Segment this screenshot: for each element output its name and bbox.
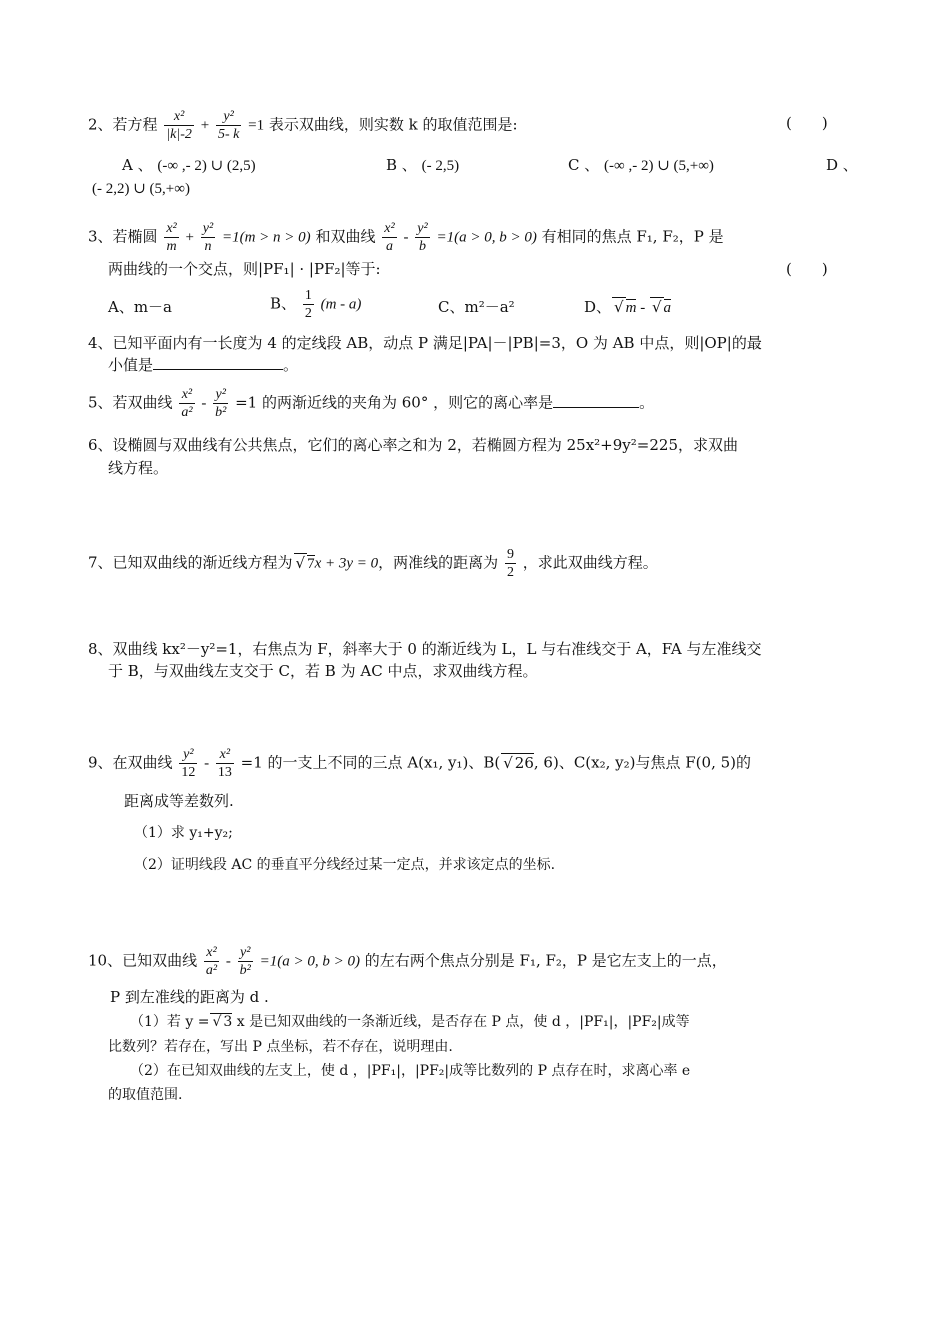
q4-line2-suffix: 。 [283,356,299,374]
q7-mid: ，两准线的距离为 [378,553,499,572]
q3-e1-num: x² [166,221,177,236]
q9-mid: =1 的一支上不同的三点 A(x₁, y₁)、B( [240,753,501,772]
sqrt-icon: √ [503,753,513,772]
q3-plus: + [185,229,194,246]
q7-frac-den: 2 [506,565,514,580]
q3-h2-den: b [418,239,426,254]
q2-f1-den: |k|-2 [166,127,192,142]
q3-cond2: =1(a > 0, b > 0) [436,229,537,246]
q4-line2 [108,354,298,376]
q7-prefix: 7、已知双曲线的渐近线方程为 [88,553,293,572]
q10-f1-num: x² [204,944,219,962]
q10-frac-2 [238,944,253,979]
q10-cond: =1(a > 0, b > 0) [259,953,360,970]
q7-frac-num: 9 [506,547,514,562]
q8-line2: 于 B，与双曲线左支交于 C，若 B 为 AC 中点，求双曲线方程。 [108,662,538,680]
q9-f1-num: y² [179,746,197,764]
q2-fraction-1 [164,108,194,143]
q2-prefix: 2、若方程 [88,115,158,134]
q5-minus: - [201,395,207,412]
q2-opt-b-value: (- 2,5) [421,158,460,174]
q2-line1 [88,108,518,143]
q9-prefix: 9、在双曲线 [88,753,173,772]
q10-prefix: 10、已知双曲线 [88,951,198,970]
q10-sub1-line1 [130,1011,690,1033]
q5-prefix: 5、若双曲线 [88,393,173,412]
q10-line2: P 到左准线的距离为 d . [110,988,269,1006]
q10-minus: - [225,953,231,970]
q2-suffix: 表示双曲线，则实数 k 的取值范围是: [268,115,518,134]
q2-opt-a-label: A 、 [122,156,153,174]
q9-sqrt-value: 26 [514,753,534,772]
sqrt-icon: √ [614,298,624,316]
q3-prefix: 3、若椭圆 [88,227,158,246]
q4-answer-blank[interactable] [153,355,283,370]
q5-f2-num: y² [213,386,228,404]
q7-equation: x + 3y = 0 [314,555,379,572]
q10-sub1-line2: 比数列？若存在，写出 P 点坐标，若不存在，说明理由. [108,1039,453,1055]
q3-opt-d-m: m [625,300,637,316]
q9-suffix: , 6)、C(x₂, y₂)与焦点 F(0, 5)的 [533,753,752,772]
q7-sqrt-value: 7 [307,555,315,572]
q3-option-d [584,296,671,319]
q3-option-c: C、m²－a² [438,298,515,316]
sqrt-icon: √ [651,298,662,316]
q10-sub2-line2: 的取值范围. [108,1087,183,1103]
q2-option-b [386,154,459,177]
q5-answer-blank[interactable] [553,393,639,408]
q2-opt-a-value: (-∞ ,- 2) ∪ (2,5) [157,158,256,174]
q7-suffix: ，求此双曲线方程。 [522,553,658,572]
q2-answer-paren: ( ) [786,114,828,132]
q10-f2-num: y² [238,944,253,962]
q3-ellipse-frac-1 [164,220,178,255]
q3-h1-den: a [385,239,393,254]
sqrt-icon: √ [212,1014,222,1030]
q9-sub2: （2）证明线段 AC 的垂直平分线经过某一定点，并求该定点的坐标. [134,857,556,873]
q5-f1-num: x² [179,386,194,404]
q7-frac [505,546,516,581]
q9-sub1: （1）求 y₁+y₂; [134,825,233,841]
q3-option-b [270,287,361,322]
q10-sub1-prefix: （1）若 y = [130,1014,210,1030]
q2-eq: =1 [248,117,265,134]
q3-h2-num: y² [417,221,428,236]
q5-middle: =1 的两渐近线的夹角为 60° ，则它的离心率是 [235,393,554,412]
q3-h1-num: x² [384,221,395,236]
q6-line1: 6、设椭圆与双曲线有公共焦点，它们的离心率之和为 2，若椭圆方程为 25x²+9y²=225，求双曲 [88,436,738,454]
q3-opt-b-label: B、 [270,294,297,313]
q6-line2: 线方程。 [108,459,169,477]
q10-sub1-suffix: x 是已知双曲线的一条渐近线，是否存在 P 点，使 d ，|PF₁|，|PF₂|成等 [232,1014,690,1030]
q9-f2-num: x² [216,746,234,764]
q9-minus: - [204,755,210,772]
q2-f2-num: y² [216,108,241,126]
q3-opt-b-frac [303,287,314,322]
q4-line1: 4、已知平面内有一长度为 4 的定线段 AB，动点 P 满足|PA|－|PB|=3，O 为 AB 中点，则|OP|的最 [88,334,762,352]
q10-f2-den: b² [239,963,251,978]
q3-line2: 两曲线的一个交点，则|PF₁| · |PF₂|等于: [108,260,381,278]
q5-f1-den: a² [181,405,193,420]
q3-opt-d-label: D、 [584,298,612,316]
q3-opt-d-minus: - [636,300,649,316]
q5-f2-den: b² [215,405,227,420]
q9-line2: 距离成等差数列. [124,792,234,810]
q9-frac-2 [216,746,234,781]
q3-suffix: 有相同的焦点 F₁, F₂，P 是 [541,227,724,246]
q3-ellipse-frac-2 [201,220,215,255]
q3-hyper-frac-1 [382,220,396,255]
q3-opt-b-num: 1 [304,288,312,303]
q2-option-d-value: (- 2,2) ∪ (5,+∞) [92,181,190,197]
q10-sub1-sqrt-value: 3 [223,1014,233,1030]
q3-minus: - [403,229,409,246]
q9-line1 [88,746,751,781]
q3-option-a: A、m－a [108,298,172,316]
q10-sub2-line1: （2）在已知双曲线的左支上，使 d ，|PF₁|，|PF₂|成等比数列的 P 点存在时，求离心率 e [130,1063,691,1079]
q7-line [88,546,658,581]
q9-frac-1 [179,746,197,781]
q10-frac-1 [204,944,219,979]
sqrt-icon: √ [295,553,306,572]
q2-fraction-2 [216,108,241,143]
q10-suffix: 的左右两个焦点分别是 F₁, F₂，P 是它左支上的一点， [364,951,727,970]
q3-e2-den: n [204,239,212,254]
q3-cond1: =1(m > n > 0) [221,229,311,246]
q2-option-d-label: D 、 [826,156,858,174]
q2-option-a [122,154,256,177]
q3-hyper-frac-2 [415,220,429,255]
q3-e1-den: m [166,239,177,254]
q2-option-c [568,154,714,177]
q2-f2-den: 5- k [217,127,240,142]
q2-opt-b-label: B 、 [386,156,417,174]
q5-frac-1 [179,386,194,421]
q3-opt-b-rest: (m - a) [320,296,362,313]
q8-line1: 8、双曲线 kx²－y²=1，右焦点为 F，斜率大于 0 的渐近线为 L，L 与右准线交于 A，FA 与左准线交 [88,640,762,658]
q3-answer-paren: ( ) [786,260,828,278]
q3-mid: 和双曲线 [315,227,376,246]
q5-frac-2 [213,386,228,421]
q3-line1 [88,220,724,255]
q9-f2-den: 13 [217,765,232,780]
q5-line [88,386,654,421]
q10-f1-den: a² [205,963,218,978]
q9-f1-den: 12 [181,765,196,780]
q2-f1-num: x² [164,108,194,126]
q2-opt-c-label: C 、 [568,156,600,174]
q3-opt-b-den: 2 [304,306,312,321]
q2-opt-c-value: (-∞ ,- 2) ∪ (5,+∞) [604,158,714,174]
q4-line2-prefix: 小值是 [108,356,154,374]
q3-opt-d-a: a [663,300,671,316]
q10-line1 [88,944,727,979]
q5-suffix: 。 [639,393,655,412]
q2-plus: + [200,117,210,134]
q3-e2-num: y² [202,221,214,236]
